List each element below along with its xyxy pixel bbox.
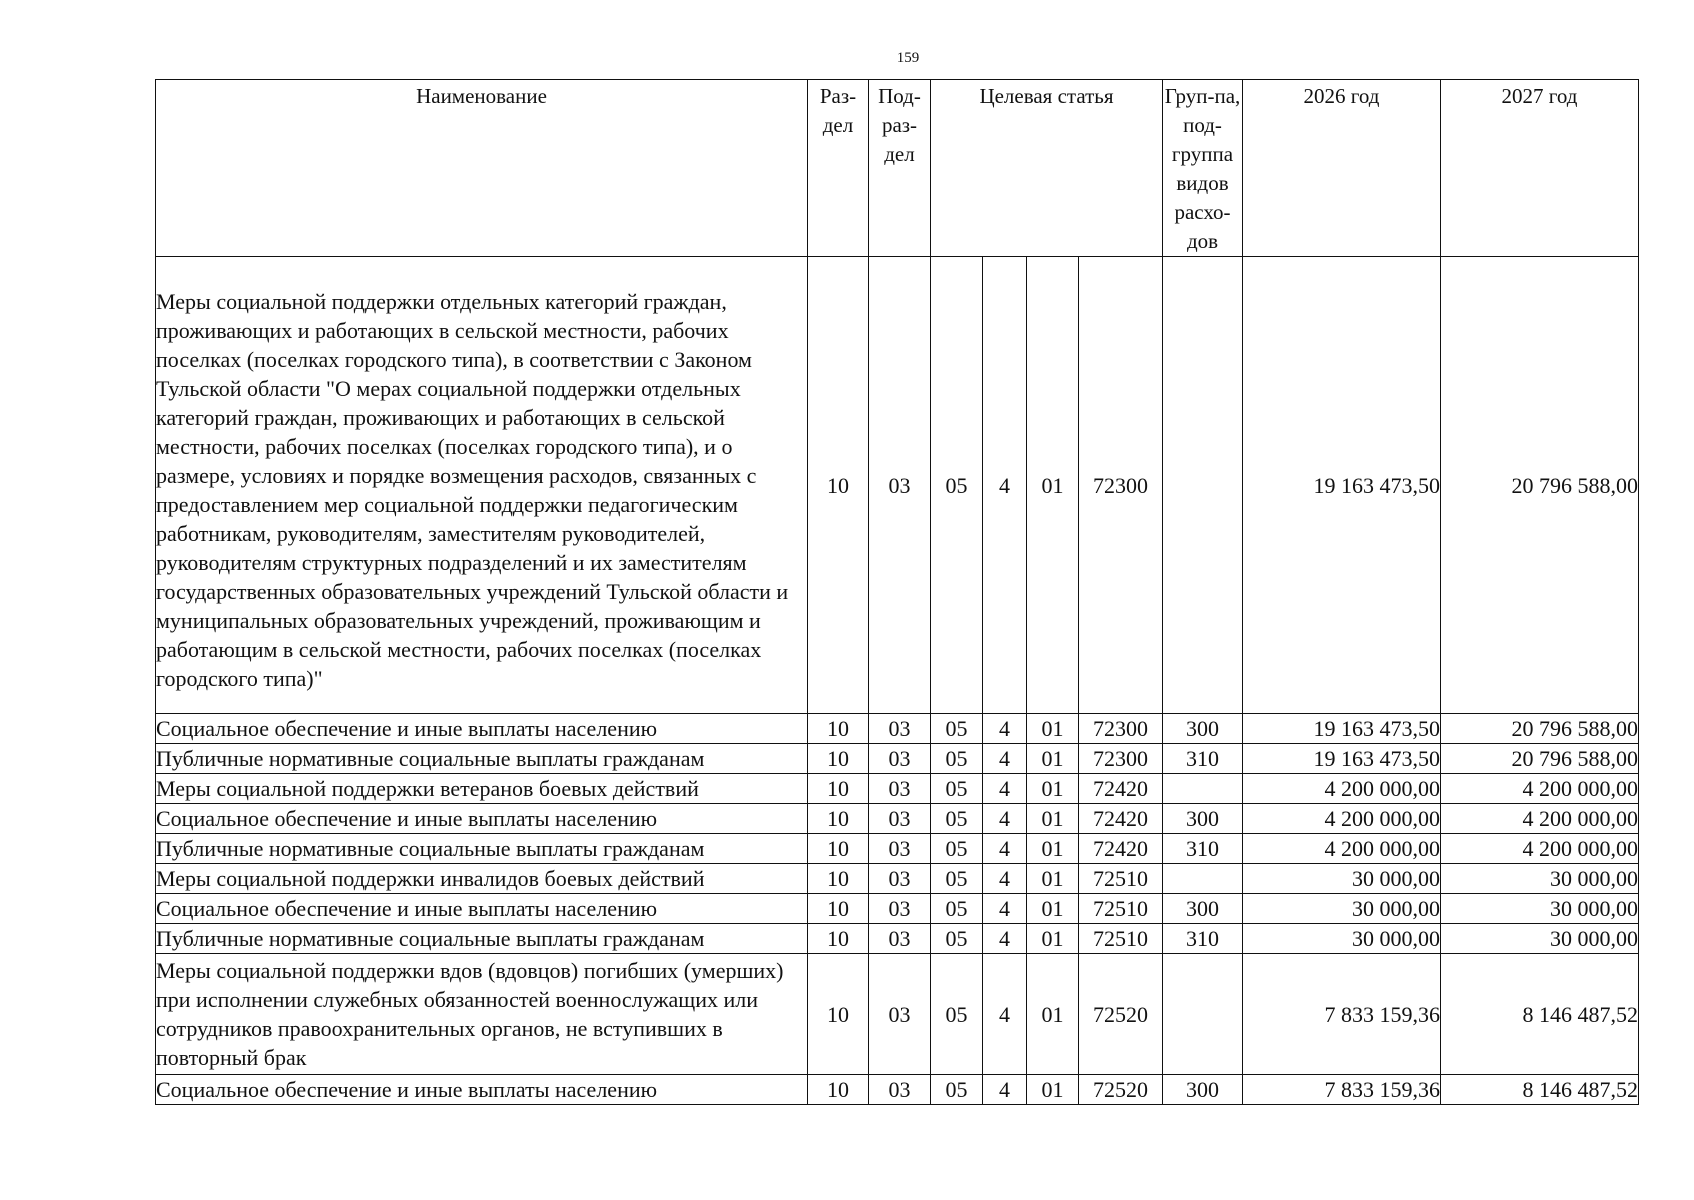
row-section: 10 — [808, 834, 869, 864]
header-year-2026: 2026 год — [1243, 80, 1441, 257]
row-target-type: 4 — [983, 924, 1027, 954]
row-subsection: 03 — [869, 804, 931, 834]
row-amount-2026: 19 163 473,50 — [1243, 714, 1441, 744]
row-amount-2026: 30 000,00 — [1243, 894, 1441, 924]
row-target-direction: 72300 — [1079, 257, 1163, 714]
row-expense-group: 300 — [1163, 804, 1243, 834]
row-section: 10 — [808, 714, 869, 744]
row-target-type: 4 — [983, 954, 1027, 1075]
row-target-subprogram: 01 — [1027, 714, 1079, 744]
table-row — [156, 714, 1639, 744]
table-row — [156, 774, 1639, 804]
row-target-direction: 72300 — [1079, 744, 1163, 774]
row-section: 10 — [808, 1075, 869, 1105]
table-row — [156, 744, 1639, 774]
table-row — [156, 894, 1639, 924]
row-amount-2026: 4 200 000,00 — [1243, 834, 1441, 864]
row-amount-2027: 4 200 000,00 — [1441, 804, 1639, 834]
row-amount-2026: 4 200 000,00 — [1243, 774, 1441, 804]
row-target-type: 4 — [983, 1075, 1027, 1105]
row-target-program: 05 — [931, 924, 983, 954]
row-target-direction: 72520 — [1079, 954, 1163, 1075]
row-target-direction: 72420 — [1079, 834, 1163, 864]
row-target-type: 4 — [983, 864, 1027, 894]
row-section: 10 — [808, 774, 869, 804]
row-name: Публичные нормативные социальные выплаты гражданам — [156, 744, 808, 774]
row-target-program: 05 — [931, 834, 983, 864]
row-name: Социальное обеспечение и иные выплаты населению — [156, 1075, 808, 1105]
row-target-type: 4 — [983, 804, 1027, 834]
header-name: Наименование — [156, 80, 808, 257]
row-target-subprogram: 01 — [1027, 894, 1079, 924]
row-target-program: 05 — [931, 714, 983, 744]
row-amount-2027: 4 200 000,00 — [1441, 774, 1639, 804]
row-amount-2026: 19 163 473,50 — [1243, 744, 1441, 774]
row-expense-group: 300 — [1163, 894, 1243, 924]
row-amount-2026: 19 163 473,50 — [1243, 257, 1441, 714]
row-target-direction: 72420 — [1079, 774, 1163, 804]
row-amount-2027: 20 796 588,00 — [1441, 714, 1639, 744]
row-subsection: 03 — [869, 257, 931, 714]
row-amount-2027: 4 200 000,00 — [1441, 834, 1639, 864]
row-amount-2027: 20 796 588,00 — [1441, 744, 1639, 774]
row-amount-2027: 30 000,00 — [1441, 924, 1639, 954]
row-amount-2026: 4 200 000,00 — [1243, 804, 1441, 834]
table-row — [156, 924, 1639, 954]
row-subsection: 03 — [869, 864, 931, 894]
row-amount-2027: 30 000,00 — [1441, 864, 1639, 894]
row-target-subprogram: 01 — [1027, 774, 1079, 804]
row-target-type: 4 — [983, 894, 1027, 924]
row-target-type: 4 — [983, 714, 1027, 744]
row-section: 10 — [808, 257, 869, 714]
row-section: 10 — [808, 924, 869, 954]
row-target-program: 05 — [931, 954, 983, 1075]
row-section: 10 — [808, 804, 869, 834]
row-amount-2026: 7 833 159,36 — [1243, 954, 1441, 1075]
row-target-subprogram: 01 — [1027, 804, 1079, 834]
table-row — [156, 1075, 1639, 1105]
row-target-type: 4 — [983, 774, 1027, 804]
row-name: Социальное обеспечение и иные выплаты населению — [156, 894, 808, 924]
row-target-program: 05 — [931, 774, 983, 804]
row-target-direction: 72510 — [1079, 924, 1163, 954]
row-subsection: 03 — [869, 774, 931, 804]
row-subsection: 03 — [869, 1075, 931, 1105]
header-year-2027: 2027 год — [1441, 80, 1639, 257]
table-row — [156, 804, 1639, 834]
row-amount-2026: 30 000,00 — [1243, 864, 1441, 894]
row-target-subprogram: 01 — [1027, 257, 1079, 714]
row-section: 10 — [808, 954, 869, 1075]
row-section: 10 — [808, 744, 869, 774]
table-row — [156, 864, 1639, 894]
row-subsection: 03 — [869, 954, 931, 1075]
row-target-direction: 72510 — [1079, 894, 1163, 924]
table-row — [156, 257, 1639, 714]
row-subsection: 03 — [869, 744, 931, 774]
header-target-article: Целевая статья — [931, 80, 1163, 257]
row-target-program: 05 — [931, 744, 983, 774]
header-expense-group: Груп-па, под-группа видов расхо-дов — [1163, 80, 1243, 257]
row-name: Публичные нормативные социальные выплаты гражданам — [156, 834, 808, 864]
table-row — [156, 954, 1639, 1075]
row-name: Меры социальной поддержки вдов (вдовцов) погибших (умерших) при исполнении служебных обязанностей военнослужащих или сотрудников правоохранительных органов, не вступивших в повторный брак — [156, 954, 808, 1075]
row-amount-2027: 20 796 588,00 — [1441, 257, 1639, 714]
row-expense-group: 300 — [1163, 714, 1243, 744]
row-target-subprogram: 01 — [1027, 744, 1079, 774]
row-expense-group: 300 — [1163, 1075, 1243, 1105]
row-target-direction: 72420 — [1079, 804, 1163, 834]
row-expense-group: 310 — [1163, 834, 1243, 864]
row-target-program: 05 — [931, 804, 983, 834]
row-target-subprogram: 01 — [1027, 954, 1079, 1075]
row-name: Меры социальной поддержки инвалидов боевых действий — [156, 864, 808, 894]
row-name: Меры социальной поддержки отдельных категорий граждан, проживающих и работающих в сельской местности, рабочих поселках (поселках городского типа), в соответствии с Законом Тульской области "О мерах социальной поддержки отдельных категорий граждан, проживающих и работающих в сельской местности, рабочих поселках (поселках городского типа), и о размере, условиях и порядке возмещения расходов, связанных с предоставлением мер социальной поддержки педагогическим работникам, руководителям, заместителям руководителей, руководителям структурных подразделений и их заместителям государственных образовательных учреждений Тульской области и муниципальных образовательных учреждений, проживающим и работающим в сельской местности, рабочих поселках (поселках городского типа)" — [156, 257, 808, 714]
row-expense-group — [1163, 954, 1243, 1075]
row-amount-2027: 30 000,00 — [1441, 894, 1639, 924]
row-subsection: 03 — [869, 894, 931, 924]
table-row — [156, 834, 1639, 864]
row-target-program: 05 — [931, 894, 983, 924]
page-number: 159 — [896, 50, 920, 66]
row-expense-group: 310 — [1163, 924, 1243, 954]
row-amount-2027: 8 146 487,52 — [1441, 1075, 1639, 1105]
row-subsection: 03 — [869, 714, 931, 744]
row-amount-2026: 30 000,00 — [1243, 924, 1441, 954]
row-name: Меры социальной поддержки ветеранов боевых действий — [156, 774, 808, 804]
row-expense-group: 310 — [1163, 744, 1243, 774]
row-target-type: 4 — [983, 257, 1027, 714]
row-expense-group — [1163, 257, 1243, 714]
row-subsection: 03 — [869, 924, 931, 954]
header-subsection: Под-раз-дел — [869, 80, 931, 257]
budget-table — [155, 79, 1639, 1105]
row-subsection: 03 — [869, 834, 931, 864]
row-target-program: 05 — [931, 864, 983, 894]
header-section: Раз-дел — [808, 80, 869, 257]
row-target-subprogram: 01 — [1027, 924, 1079, 954]
row-target-program: 05 — [931, 1075, 983, 1105]
row-name: Публичные нормативные социальные выплаты гражданам — [156, 924, 808, 954]
row-target-direction: 72510 — [1079, 864, 1163, 894]
row-section: 10 — [808, 894, 869, 924]
row-name: Социальное обеспечение и иные выплаты населению — [156, 804, 808, 834]
table-header-row — [156, 80, 1639, 257]
row-target-program: 05 — [931, 257, 983, 714]
row-target-type: 4 — [983, 744, 1027, 774]
row-expense-group — [1163, 864, 1243, 894]
row-amount-2027: 8 146 487,52 — [1441, 954, 1639, 1075]
row-target-direction: 72300 — [1079, 714, 1163, 744]
row-amount-2026: 7 833 159,36 — [1243, 1075, 1441, 1105]
row-section: 10 — [808, 864, 869, 894]
row-target-direction: 72520 — [1079, 1075, 1163, 1105]
row-expense-group — [1163, 774, 1243, 804]
row-name: Социальное обеспечение и иные выплаты населению — [156, 714, 808, 744]
row-target-subprogram: 01 — [1027, 864, 1079, 894]
row-target-subprogram: 01 — [1027, 834, 1079, 864]
row-target-type: 4 — [983, 834, 1027, 864]
row-target-subprogram: 01 — [1027, 1075, 1079, 1105]
